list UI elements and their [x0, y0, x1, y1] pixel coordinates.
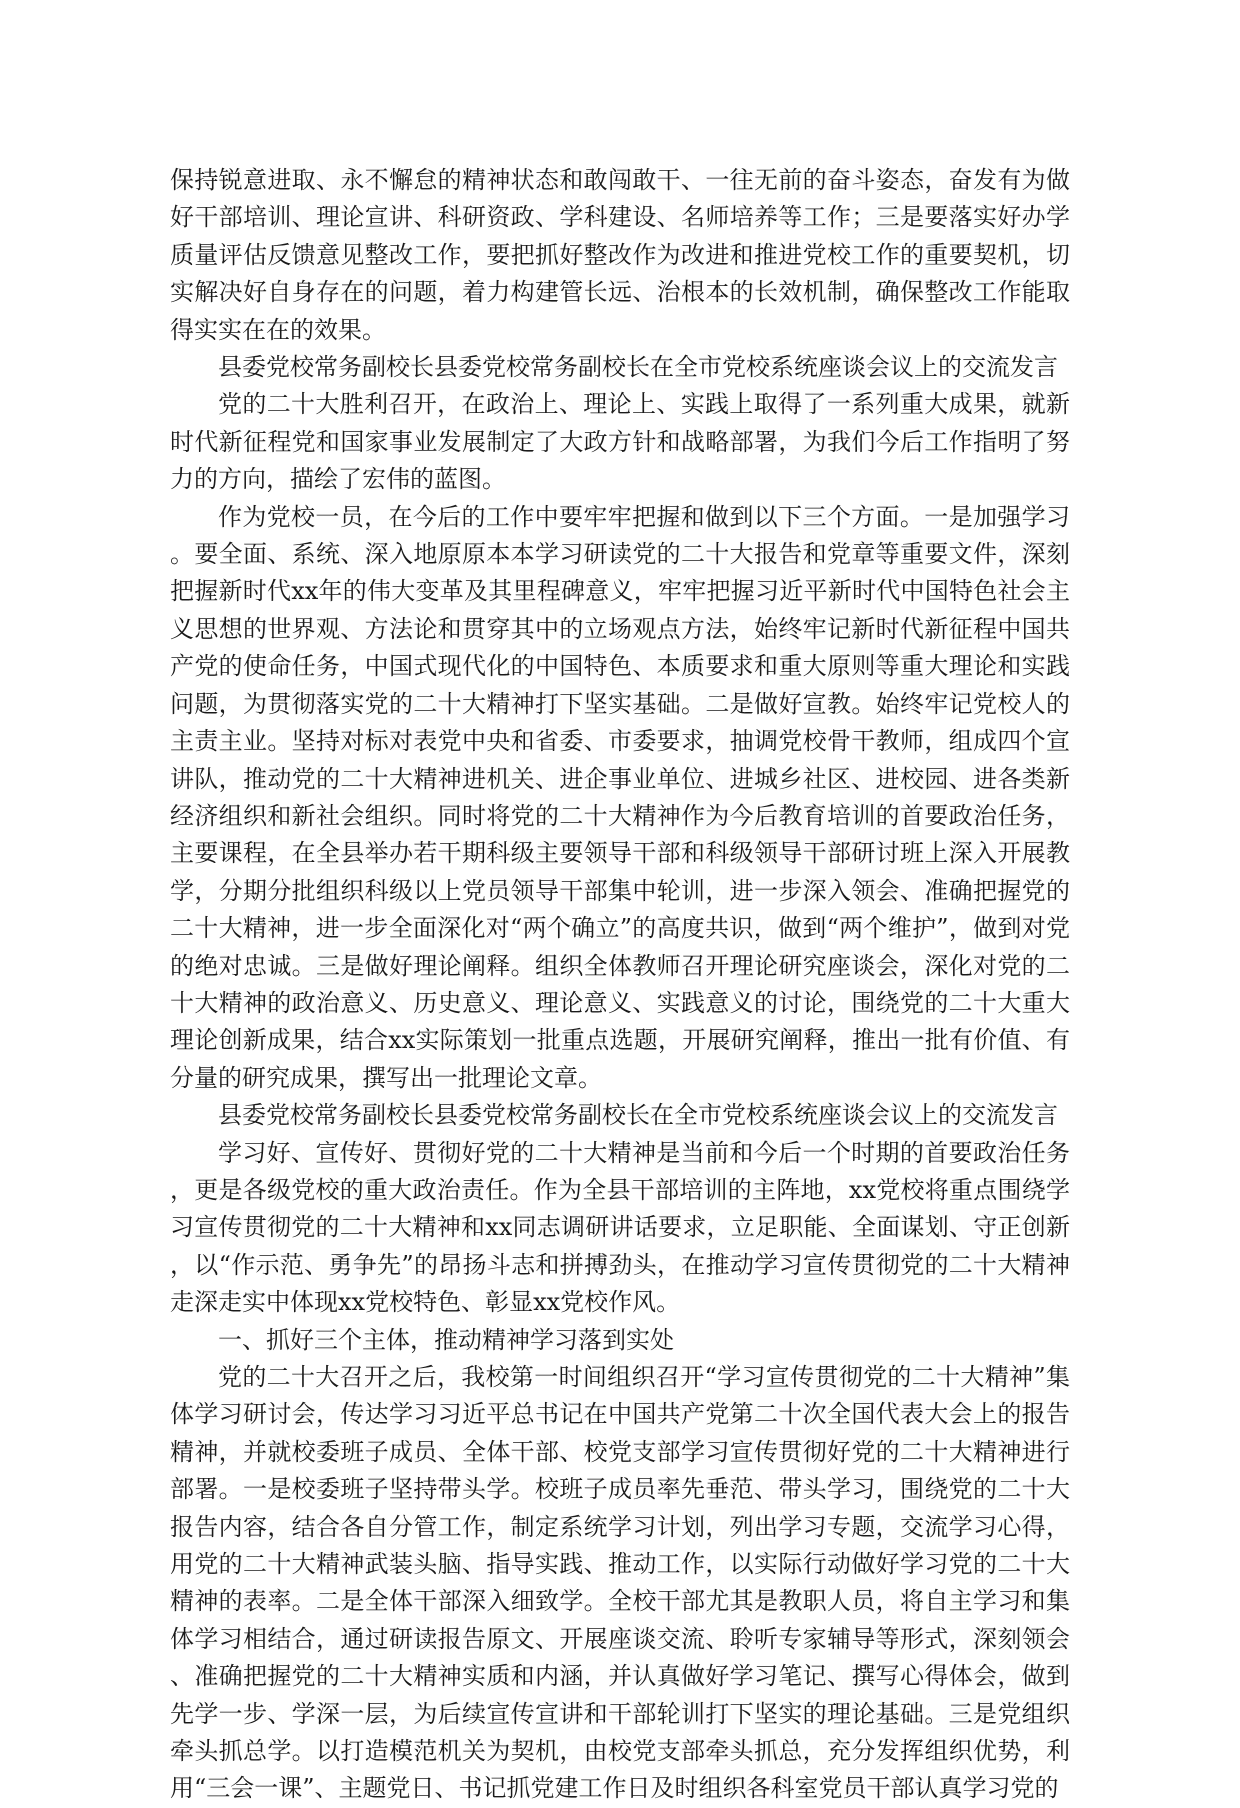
- section-title-2: 县委党校常务副校长县委党校常务副校长在全市党校系统座谈会议上的交流发言: [218, 1101, 1058, 1130]
- paragraph-continuation: 保持锐意进取、永不懈怠的精神状态和敢闯敢干、一往无前的奋斗姿态，奋发有为做好干部培训、理论宣讲、科研资政、学科建设、名师培养等工作；三是要落实好办学质量评估反馈意见整改工作，要把抓好整改作为改进和推进党校工作的重要契机，切实解决好自身存在的问题，着力构建管长远、治根本的长效机制，确保整改工作能取得实实在在的效果。: [170, 166, 1070, 344]
- subheading: 一、抓好三个主体，推动精神学习落到实处: [218, 1325, 674, 1354]
- section-title-1: 县委党校常务副校长县委党校常务副校长在全市党校系统座谈会议上的交流发言: [218, 353, 1058, 382]
- paragraph: 党的二十大胜利召开，在政治上、理论上、实践上取得了一系列重大成果，就新时代新征程党和国家事业发展制定了大政方针和战略部署，为我们今后工作指明了努力的方向，描绘了宏伟的蓝图。: [170, 390, 1070, 494]
- document-page: [170, 162, 1070, 1808]
- paragraph: 作为党校一员，在今后的工作中要牢牢把握和做到以下三个方面。一是加强学习。要全面、系统、深入地原原本本学习研读党的二十大报告和党章等重要文件，深刻把握新时代xx年的伟大变革及其里程碑意义，牢牢把握习近平新时代中国特色社会主义思想的世界观、方法论和贯穿其中的立场观点方法，始终牢记新时代新征程中国共产党的使命任务，中国式现代化的中国特色、本质要求和重大原则等重大理论和实践问题，为贯彻落实党的二十大精神打下坚实基础。二是做好宣教。始终牢记党校人的主责主业。坚持对标对表党中央和省委、市委要求，抽调党校骨干教师，组成四个宣讲队，推动党的二十大精神进机关、进企事业单位、进城乡社区、进校园、进各类新经济组织和新社会组织。同时将党的二十大精神作为今后教育培训的首要政治任务，主要课程，在全县举办若干期科级主要领导干部和科级领导干部研讨班上深入开展教学，分期分批组织科级以上党员领导干部集中轮训，进一步深入领会、准确把握党的二十大精神，进一步全面深化对“两个确立”的高度共识，做到“两个维护”，做到对党的绝对忠诚。三是做好理论阐释。组织全体教师召开理论研究座谈会，深化对党的二十大精神的政治意义、历史意义、理论意义、实践意义的讨论，围绕党的二十大重大理论创新成果，结合xx实际策划一批重点选题，开展研究阐释，推出一批有价值、有分量的研究成果，撰写出一批理论文章。: [170, 502, 1070, 1092]
- paragraph: 党的二十大召开之后，我校第一时间组织召开“学习宣传贯彻党的二十大精神”集体学习研讨会，传达学习习近平总书记在中国共产党第二十次全国代表大会上的报告精神，并就校委班子成员、全体干部、校党支部学习宣传贯彻好党的二十大精神进行部署。一是校委班子坚持带头学。校班子成员率先垂范、带头学习，围绕党的二十大报告内容，结合各自分管工作，制定系统学习计划，列出学习专题，交流学习心得，用党的二十大精神武装头脑、指导实践、推动工作，以实际行动做好学习党的二十大精神的表率。二是全体干部深入细致学。全校干部尤其是教职人员，将自主学习和集体学习相结合，通过研读报告原文、开展座谈交流、聆听专家辅导等形式，深刻领会、准确把握党的二十大精神实质和内涵，并认真做好学习笔记、撰写心得体会，做到先学一步、学深一层，为后续宣传宣讲和干部轮训打下坚实的理论基础。三是党组织牵头抓总学。以打造模范机关为契机，由校党支部牵头抓总，充分发挥组织优势，利用“三会一课”、主题党日、书记抓党建工作日及时组织各科室党员干部认真学习党的: [170, 1363, 1070, 1803]
- paragraph: 学习好、宣传好、贯彻好党的二十大精神是当前和今后一个时期的首要政治任务，更是各级党校的重大政治责任。作为全县干部培训的主阵地，xx党校将重点围绕学习宣传贯彻党的二十大精神和xx同志调研讲话要求，立足职能、全面谋划、守正创新，以“作示范、勇争先”的昂扬斗志和拼搏劲头，在推动学习宣传贯彻党的二十大精神走深走实中体现xx党校特色、彰显xx党校作风。: [170, 1138, 1070, 1317]
